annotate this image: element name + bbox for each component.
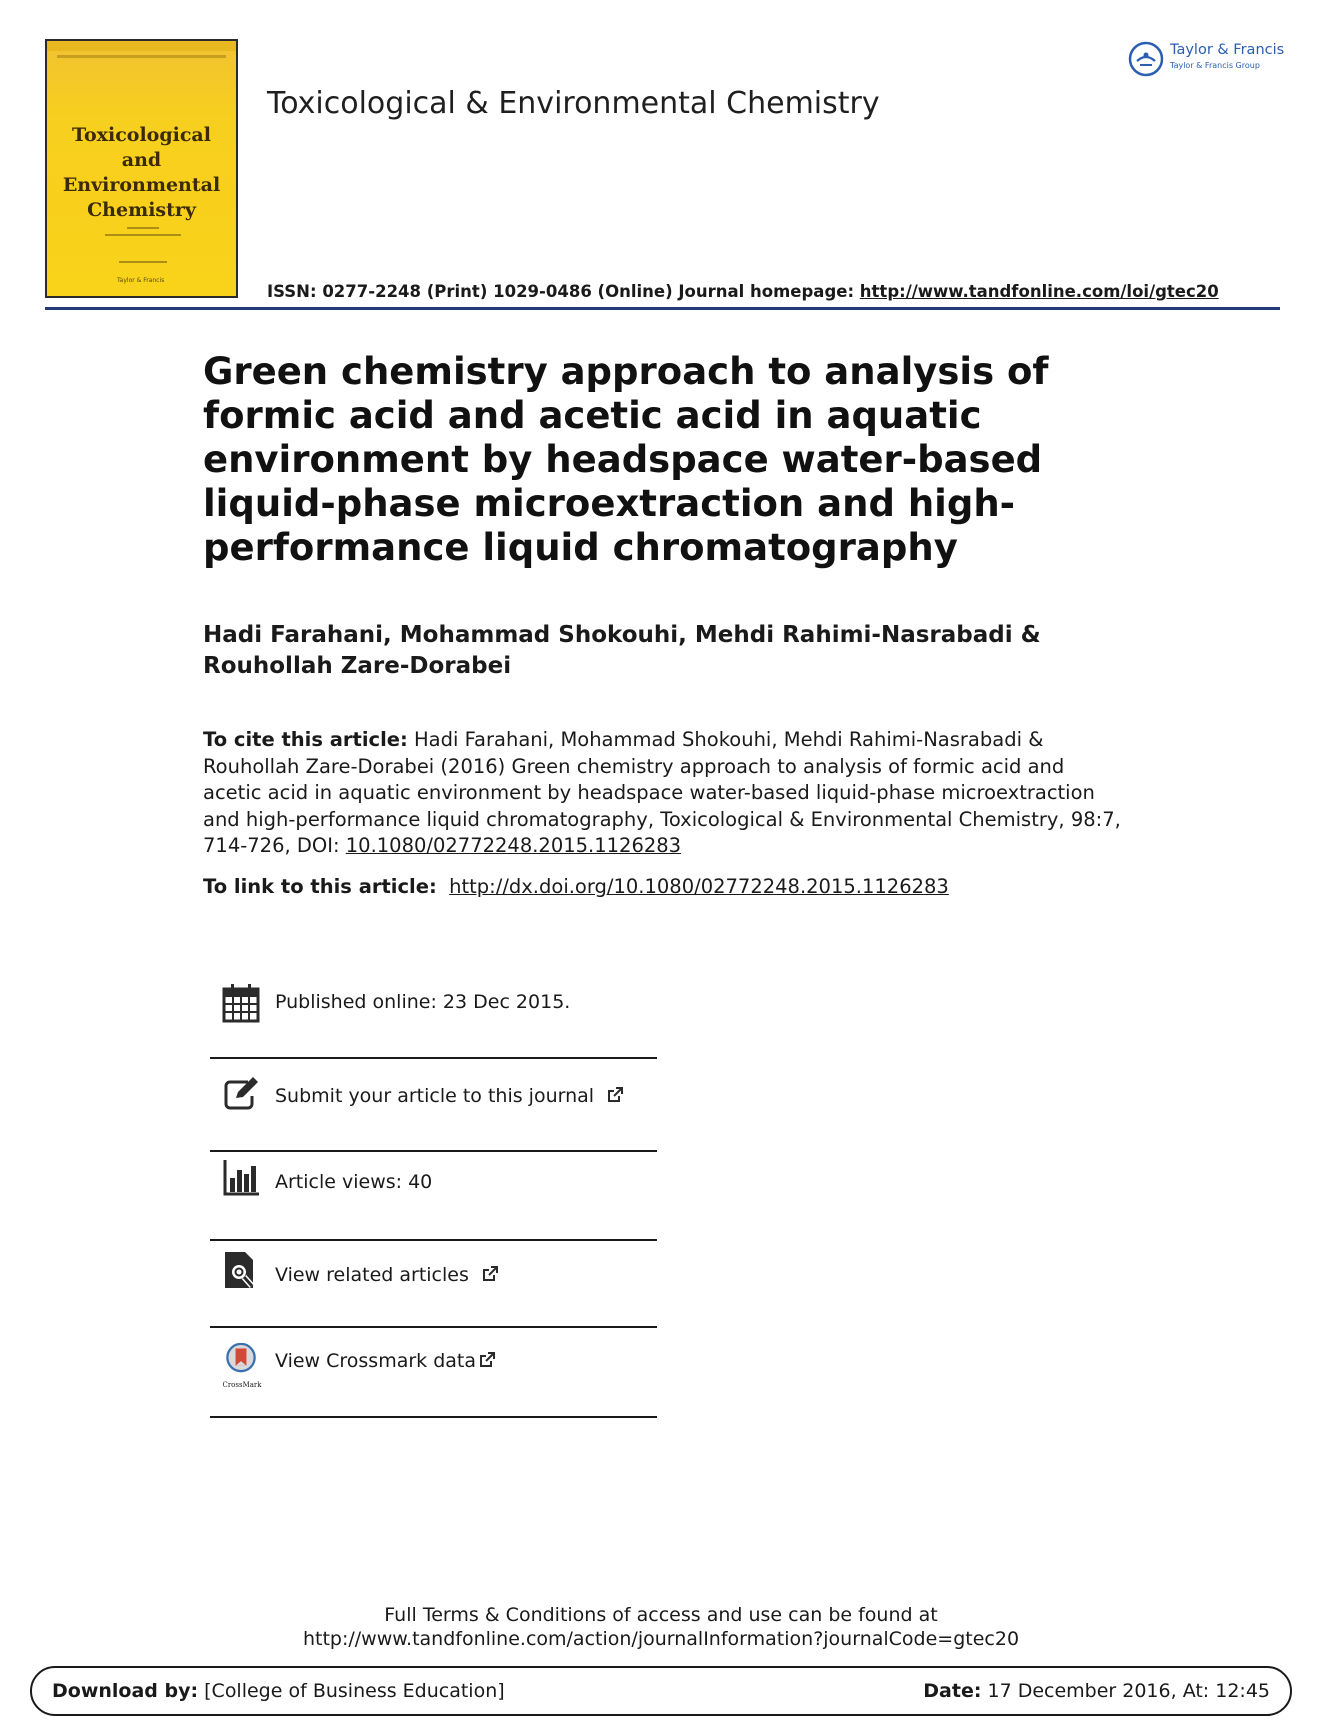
article-views-text: Article views: 40: [275, 1171, 433, 1193]
related-articles-text: View related articles: [275, 1264, 469, 1286]
submit-article-text: Submit your article to this journal: [275, 1085, 595, 1107]
download-by: [52, 1680, 505, 1702]
search-document-icon: [222, 1250, 260, 1290]
cover-affiliation-line: [105, 234, 181, 236]
download-label: Download by:: [52, 1680, 199, 1702]
cover-issn-line: [119, 261, 167, 263]
journal-title: Toxicological & Environmental Chemistry: [267, 86, 880, 121]
taylor-francis-emblem-icon: [1128, 41, 1164, 77]
row-divider: [210, 1239, 657, 1241]
issn-text: ISSN: 0277-2248 (Print) 1029-0486 (Online) Journal homepage:: [267, 282, 860, 301]
article-title: Green chemistry approach to analysis of formic acid and acetic acid in aquatic environment by headspace water-based liquid-phase microextraction and high-performance liquid chromatography: [203, 350, 1049, 569]
journal-homepage-link[interactable]: http://www.tandfonline.com/loi/gtec20: [859, 282, 1219, 301]
published-online-row: [210, 975, 657, 1065]
download-info-bar: [30, 1666, 1292, 1716]
crossmark-row[interactable]: [210, 1334, 657, 1424]
article-views-row: [210, 1158, 657, 1248]
issn-line: [267, 282, 1219, 301]
calendar-icon: [222, 983, 260, 1023]
download-institution: [College of Business Education]: [198, 1680, 505, 1702]
doi-link[interactable]: 10.1080/02772248.2015.1126283: [345, 834, 682, 857]
crossmark-link[interactable]: [275, 1350, 496, 1372]
article-link-line: [203, 875, 949, 898]
journal-cover-image: [45, 39, 238, 298]
row-divider: [210, 1150, 657, 1152]
download-date: [923, 1680, 1270, 1702]
external-link-icon: [478, 1351, 496, 1369]
cover-title: Toxicological and Environmental Chemistry: [62, 124, 221, 221]
cover-editor-line: [127, 227, 159, 229]
row-divider: [210, 1326, 657, 1328]
related-articles-link[interactable]: [275, 1264, 499, 1286]
crossmark-logo-text: CrossMark: [222, 1381, 262, 1389]
related-articles-row[interactable]: [210, 1248, 657, 1338]
article-url-link[interactable]: http://dx.doi.org/10.1080/02772248.2015.1126283: [449, 875, 949, 898]
article-authors: Hadi Farahani, Mohammad Shokouhi, Mehdi Rahimi-Nasrabadi & Rouhollah Zare-Dorabei: [203, 622, 1041, 679]
external-link-icon: [481, 1265, 499, 1283]
edit-icon: [222, 1074, 260, 1114]
row-divider: [210, 1416, 657, 1418]
date-value: 17 December 2016, At: 12:45: [981, 1680, 1270, 1702]
date-label: Date:: [923, 1680, 982, 1702]
terms-notice: [0, 1603, 1322, 1651]
header-divider: [45, 307, 1280, 310]
crossmark-text: View Crossmark data: [275, 1350, 477, 1372]
cover-top-band: [47, 41, 236, 51]
link-label: To link to this article:: [203, 875, 437, 898]
citation-text: Hadi Farahani, Mohammad Shokouhi, Mehdi Rahimi-Nasrabadi & Rouhollah Zare-Dorabei (2016) Green chemistry approach to analysis of formic acid and acetic acid in aquatic environment by headspace water-based liquid-phase microextraction and high-performance liquid chromatography, Toxicological & Environmental Chemistry, 98:7, 714-726, DOI:: [203, 728, 1121, 857]
crossmark-icon: [222, 1343, 260, 1383]
bar-chart-icon: [222, 1158, 260, 1198]
terms-line-1: Full Terms & Conditions of access and use can be found at: [384, 1604, 938, 1626]
published-online-text: Published online: 23 Dec 2015.: [275, 991, 571, 1013]
submit-article-row[interactable]: [210, 1070, 657, 1160]
publisher-name: Taylor & Francis: [1170, 42, 1285, 58]
publisher-group: Taylor & Francis Group: [1170, 61, 1260, 70]
citation-block: [203, 727, 1123, 860]
cover-volume-line: [57, 55, 226, 58]
taylor-francis-logo[interactable]: [1128, 39, 1288, 79]
citation-label: To cite this article:: [203, 728, 408, 751]
row-divider: [210, 1057, 657, 1059]
external-link-icon: [606, 1086, 624, 1104]
submit-article-link[interactable]: [275, 1085, 624, 1107]
cover-publisher-mark: Taylor & Francis: [117, 277, 165, 284]
terms-url[interactable]: http://www.tandfonline.com/action/journalInformation?journalCode=gtec20: [302, 1628, 1020, 1650]
